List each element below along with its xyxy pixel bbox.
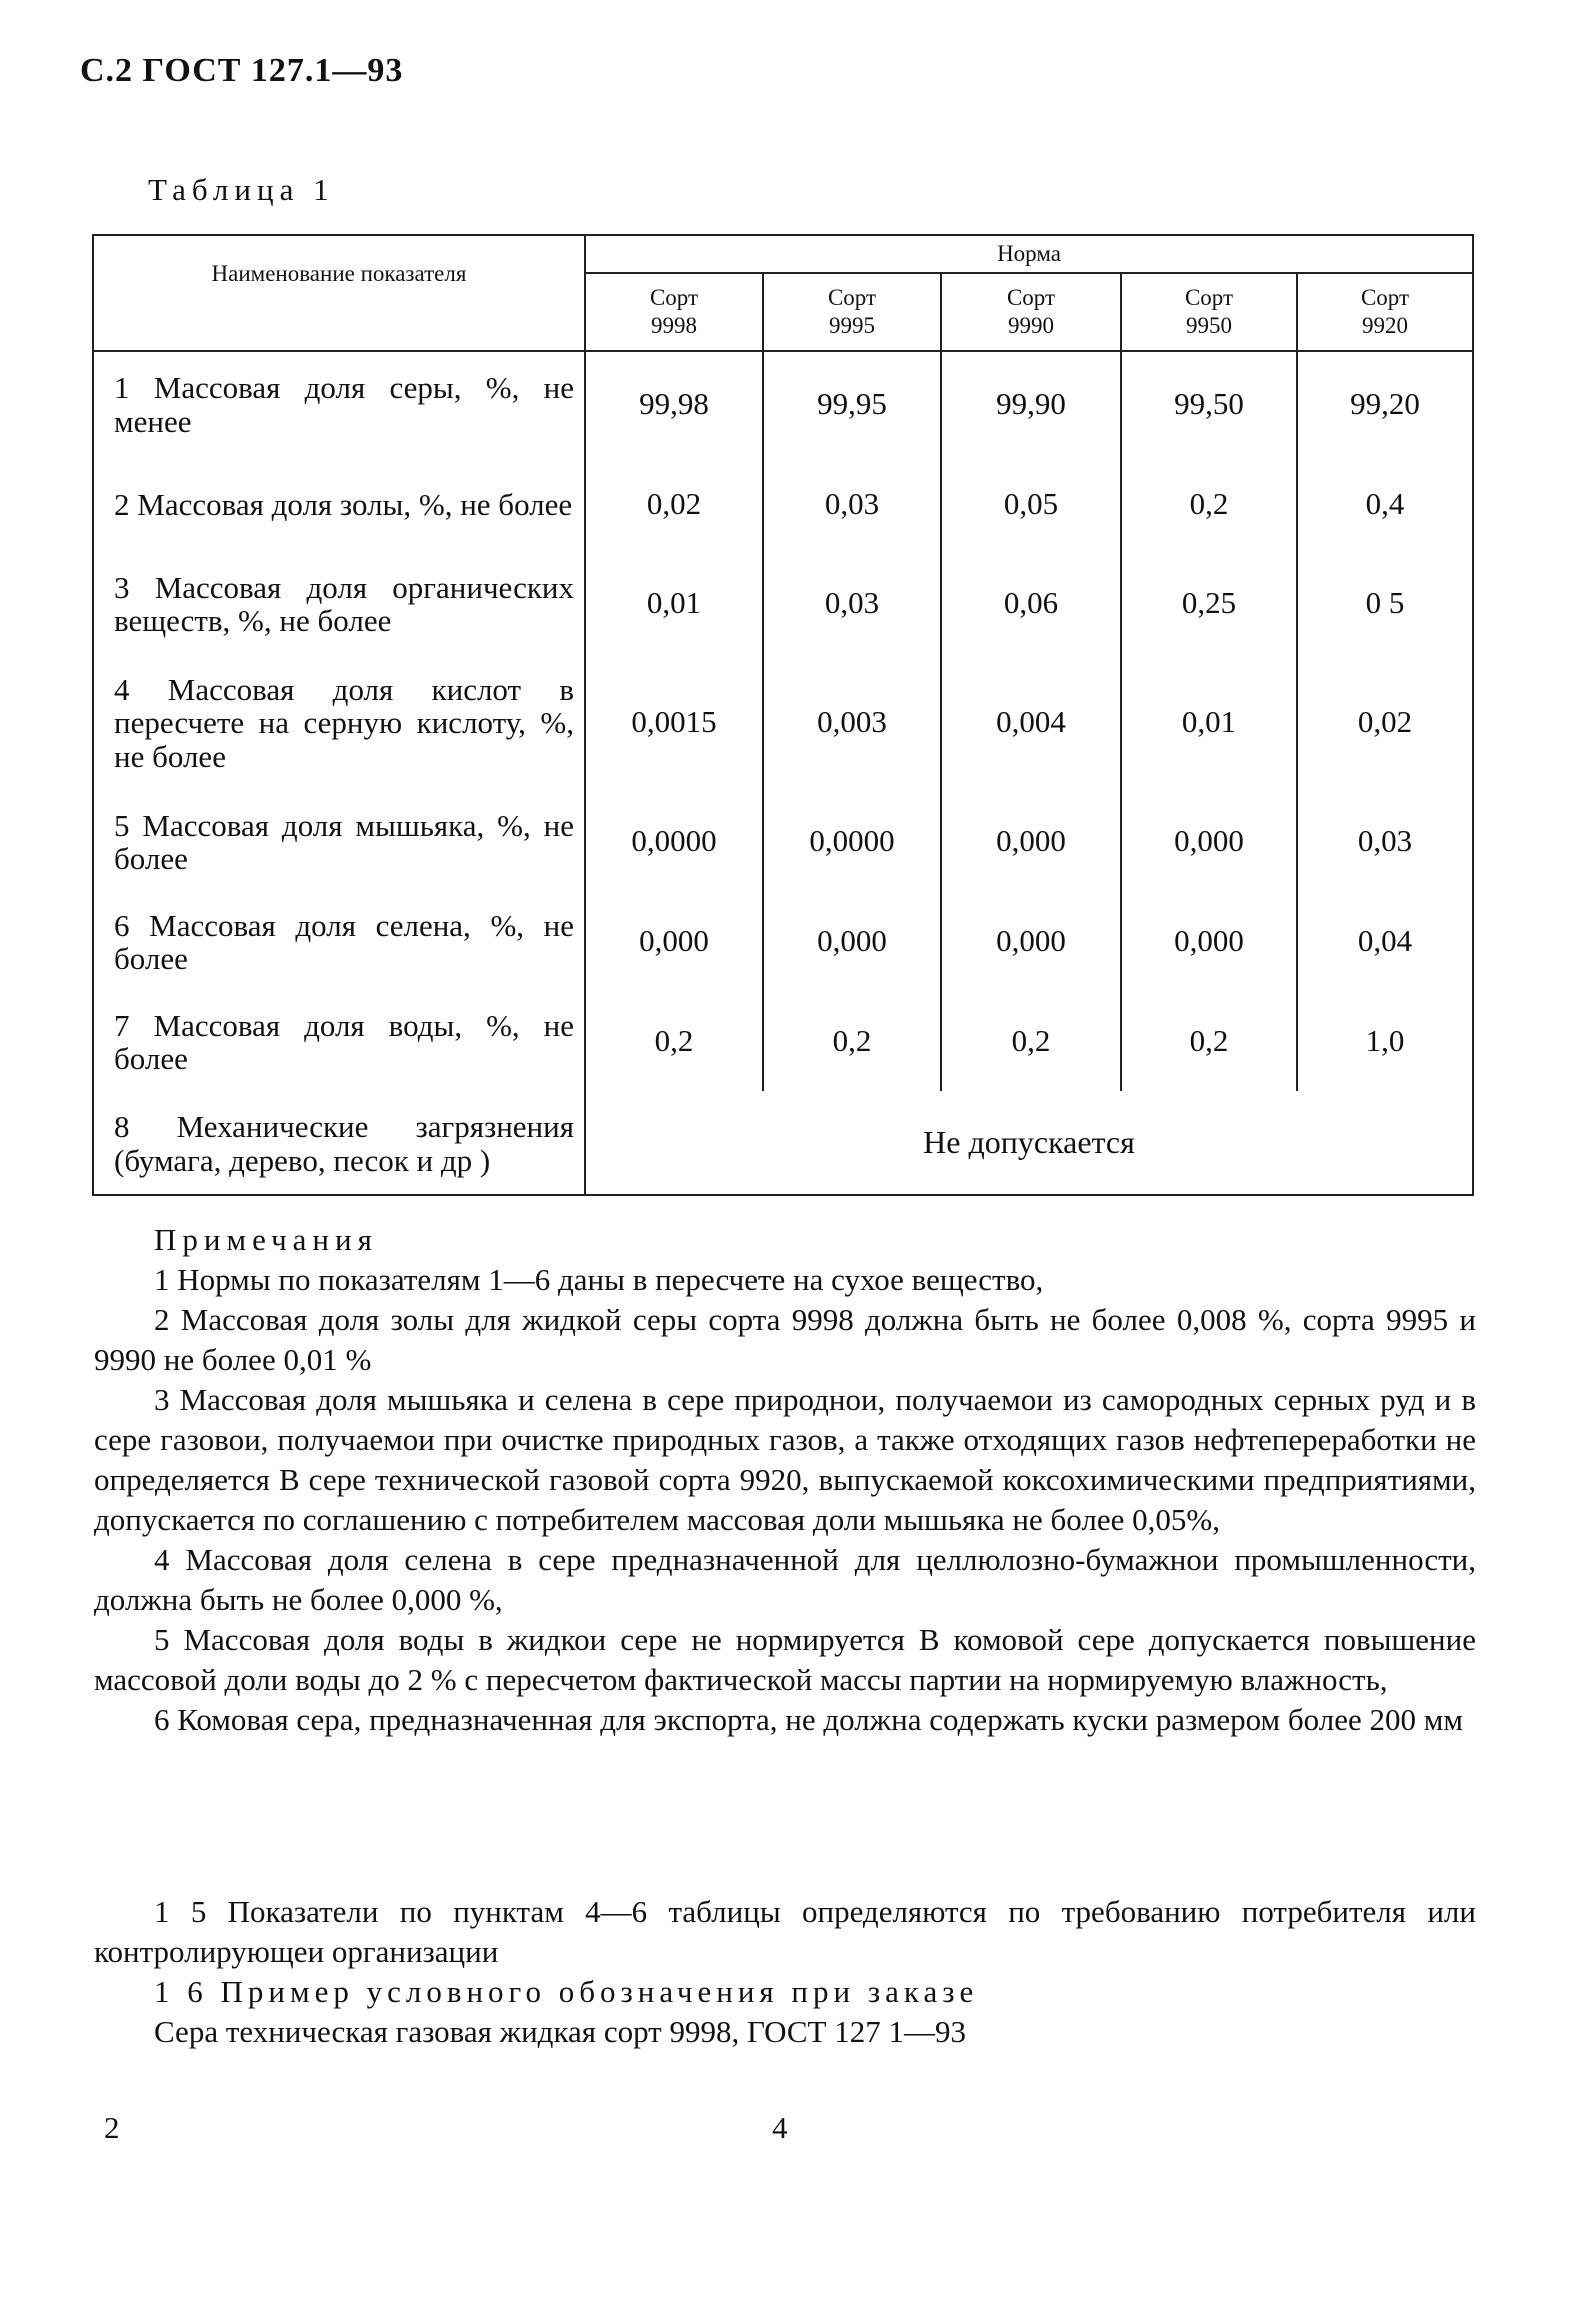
norm-value: 99,90 [941,351,1121,455]
norm-value: 0,000 [941,891,1121,991]
note-item: 3 Массовая доля мышьяка и селена в сере природнои, получаемои из самородных серных руд и в сере газовои, получаемои при очистке природных газов, а также отходящих газов нефтепереработки не определяется В сере технической газовой сорта 9920, выпускаемой коксохимическими предприятиями, допускается по соглашению с потребителем массовая доли мышьяка не более 0,05%, [94,1382,1476,1537]
norm-value: 0,000 [941,791,1121,891]
norm-column-header: Норма [585,235,1473,273]
norm-value: 0,06 [941,553,1121,653]
notes-title: Примечания [154,1222,378,1257]
table-row [93,553,1473,653]
grade-header: Сорт 9990 [941,273,1121,351]
note-item: 6 Комовая сера, предназначенная для экспорта, не должна содержать куски размером более 200 мм [154,1702,1463,1737]
indicator-name: 4 Массовая доля кислот в пересчете на серную кислоту, %, не более [93,653,585,791]
table-row [93,991,1473,1091]
norm-value: 0,0000 [585,791,763,891]
page-header: С.2 ГОСТ 127.1—93 [80,52,404,89]
indicator-name: 1 Массовая доля серы, %, не менее [93,351,585,455]
table-row [93,891,1473,991]
norm-value: 0,2 [941,991,1121,1091]
table-row [93,1091,1473,1195]
norm-value: 0,02 [1297,653,1473,791]
norm-value: 99,50 [1121,351,1297,455]
norm-value: 99,98 [585,351,763,455]
norm-value: 0,003 [763,653,941,791]
norm-value: 0,05 [941,455,1121,553]
grade-header: Сорт 9995 [763,273,941,351]
norm-value: 99,20 [1297,351,1473,455]
norm-value: 0,2 [585,991,763,1091]
norm-value: 0,25 [1121,553,1297,653]
note-item: 2 Массовая доля золы для жидкой серы сорта 9998 должна быть не более 0,008 %, сорта 9995 и 9990 не более 0,01 % [94,1302,1476,1377]
table-row [93,351,1473,455]
table-row [93,653,1473,791]
norm-value: 0,000 [763,891,941,991]
norm-value: 0,03 [763,455,941,553]
norm-value: 1,0 [1297,991,1473,1091]
norm-value: 0,01 [585,553,763,653]
clause-item: 1 6 Пример условного обозначения при заказе [154,1974,979,2009]
footer-number-left: 2 [104,2110,120,2145]
clause-item: Сера техническая газовая жидкая сорт 9998, ГОСТ 127 1—93 [154,2014,966,2049]
norm-value: 0,4 [1297,455,1473,553]
norm-value: 0,04 [1297,891,1473,991]
table-caption: Таблица 1 [148,172,335,207]
note-item: 5 Массовая доля воды в жидкои сере не нормируется В комовой сере допускается повышение массовой доли воды до 2 % с пересчетом фактической массы партии на нормируемую влажность, [94,1622,1476,1697]
indicator-name: 6 Массовая доля селена, %, не более [93,891,585,991]
grade-header: Сорт 9950 [1121,273,1297,351]
norm-value-merged: Не допускается [585,1091,1473,1195]
indicator-name: 8 Механические загрязнения (бумага, дерево, песок и др ) [93,1091,585,1195]
norm-value: 0,000 [585,891,763,991]
norm-value: 0,000 [1121,791,1297,891]
grade-header: Сорт 9998 [585,273,763,351]
footer-page-number: 4 [772,2110,788,2145]
notes-section [94,1220,1476,1740]
norms-table [92,234,1474,1196]
norm-value: 0 5 [1297,553,1473,653]
norm-value: 0,01 [1121,653,1297,791]
indicator-name: 3 Массовая доля органических веществ, %, не более [93,553,585,653]
note-item: 1 Нормы по показателям 1—6 даны в пересчете на сухое вещество, [154,1262,1044,1297]
norm-value: 0,000 [1121,891,1297,991]
norm-value: 0,2 [1121,991,1297,1091]
norm-value: 0,2 [1121,455,1297,553]
grade-header: Сорт 9920 [1297,273,1473,351]
norm-value: 0,03 [1297,791,1473,891]
indicator-column-header: Наименование показателя [93,235,585,351]
note-item: 4 Массовая доля селена в сере предназначенной для целлюлозно-бумажнои промышленности, должна быть не более 0,000 %, [94,1542,1476,1617]
indicator-name: 7 Массовая доля воды, %, не более [93,991,585,1091]
norm-value: 0,004 [941,653,1121,791]
table-row [93,791,1473,891]
norm-value: 0,02 [585,455,763,553]
clause-item: 1 5 Показатели по пунктам 4—6 таблицы определяются по требованию потребителя или контролирующеи организации [94,1894,1476,1969]
norm-value: 0,03 [763,553,941,653]
clauses-section [94,1892,1476,2052]
norm-value: 0,0000 [763,791,941,891]
norm-value: 0,2 [763,991,941,1091]
table-row [93,455,1473,553]
indicator-name: 5 Массовая доля мышьяка, %, не более [93,791,585,891]
indicator-name: 2 Массовая доля золы, %, не более [93,455,585,553]
norm-value: 99,95 [763,351,941,455]
norm-value: 0,0015 [585,653,763,791]
